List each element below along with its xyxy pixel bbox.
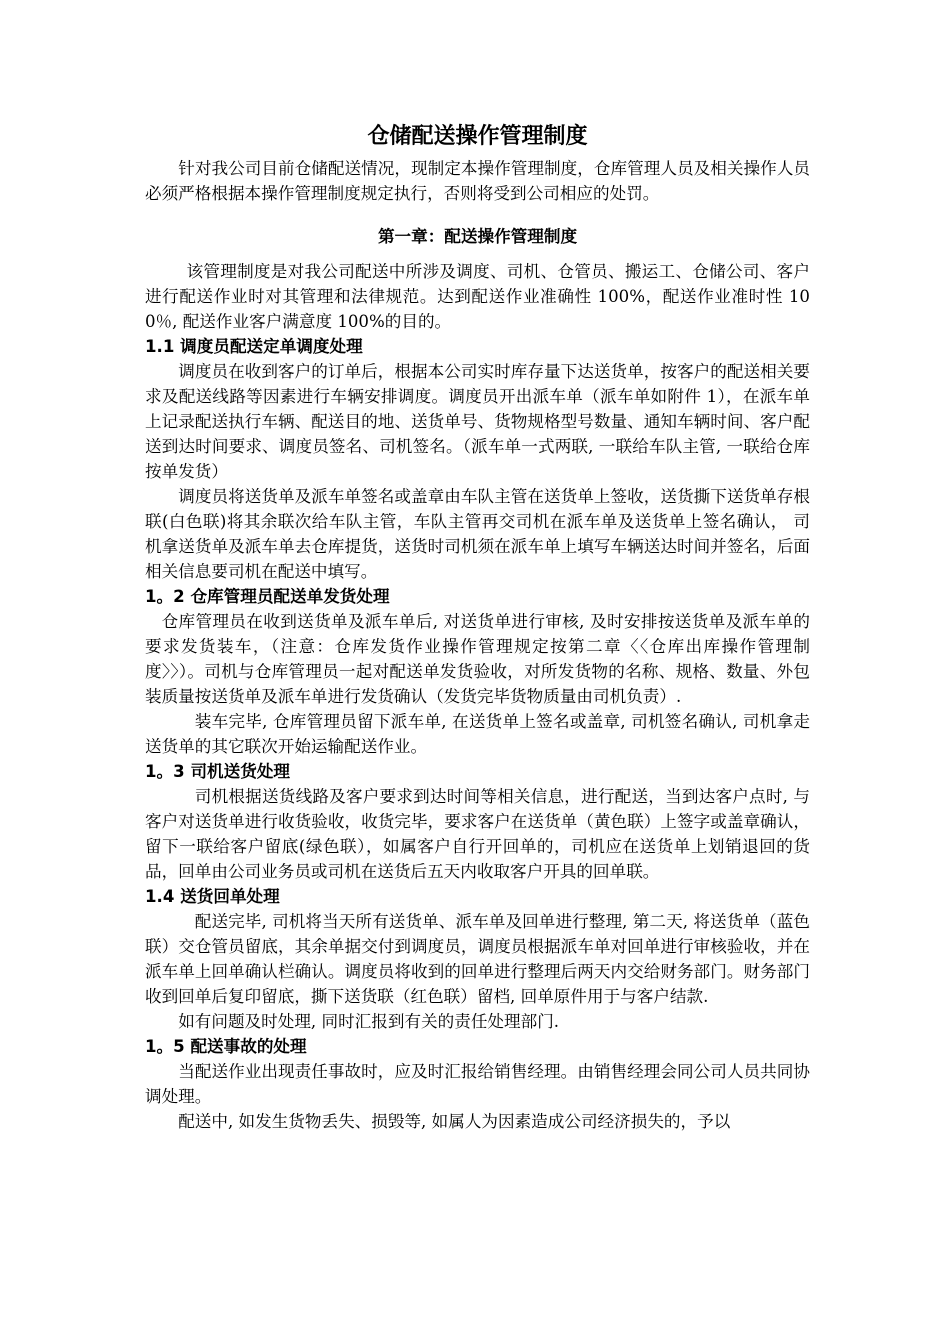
- section-1-2-paragraph-2: 装车完毕, 仓库管理员留下派车单, 在送货单上签名或盖章, 司机签名确认, 司机拿走送货单的其它联次开始运输配送作业。: [145, 712, 810, 756]
- section-1-1-paragraph-2: 调度员将送货单及派车单签名或盖章由车队主管在送货单上签收，送货撕下送货单存根联(白色联)将其余联次给车队主管，车队主管再交司机在派车单及送货单上签名确认， 司机拿送货单及派车单去仓库提货，送货时司机须在派车单上填写车辆送达时间并签名，后面相关信息要司机在配送中填写。: [145, 487, 810, 581]
- section-1-5-paragraph-2: 配送中, 如发生货物丢失、损毁等, 如属人为因素造成公司经济损失的，予以: [178, 1112, 731, 1131]
- intro-paragraph: 针对我公司目前仓储配送情况，现制定本操作管理制度，仓库管理人员及相关操作人员必须严格根据本操作管理制度规定执行，否则将受到公司相应的处罚。: [145, 159, 810, 203]
- section-1-5-paragraph-1: 当配送作业出现责任事故时，应及时汇报给销售经理。由销售经理会同公司人员共同协调处理。: [145, 1062, 810, 1106]
- section-heading-1-3: 1。3 司机送货处理: [145, 762, 291, 781]
- document-title: 仓储配送操作管理制度: [367, 124, 588, 149]
- chapter-heading: 第一章：配送操作管理制度: [377, 227, 578, 246]
- chapter-intro-paragraph: 该管理制度是对我公司配送中所涉及调度、司机、仓管员、搬运工、仓储公司、客户进行配送作业时对其管理和法律规范。达到配送作业准确性 100%，配送作业准时性 100％, 配送作业客户满意度 100%的目的。: [145, 262, 810, 331]
- section-1-1-paragraph-1: 调度员在收到客户的订单后，根据本公司实时库存量下达送货单，按客户的配送相关要求及配送线路等因素进行车辆安排调度。调度员开出派车单（派车单如附件 1），在派车单上记录配送执行车辆、配送目的地、送货单号、货物规格型号数量、通知车辆时间、客户配送到达时间要求、调度员签名、司机签名。（派车单一式两联, 一联给车队主管, 一联给仓库按单发货）: [145, 362, 810, 481]
- section-1-4-paragraph-1: 配送完毕, 司机将当天所有送货单、派车单及回单进行整理, 第二天, 将送货单（蓝色联）交仓管员留底，其余单据交付到调度员，调度员根据派车单对回单进行审核验收，并在派车单上回单确认栏确认。调度员将收到的回单进行整理后两天内交给财务部门。财务部门收到回单后复印留底，撕下送货联（红色联）留档, 回单原件用于与客户结款.: [145, 912, 810, 1006]
- section-heading-1-5: 1。5 配送事故的处理: [145, 1037, 307, 1056]
- section-1-4-paragraph-2: 如有问题及时处理, 同时汇报到有关的责任处理部门.: [178, 1012, 560, 1031]
- section-1-2-paragraph-1: 仓库管理员在收到送货单及派车单后, 对送货单进行审核, 及时安排按送货单及派车单的要求发货装车，（注意：仓库发货作业操作管理规定按第二章〈〈仓库出库操作管理制度〉〉）。司机与仓库管理员一起对配送单发货验收，对所发货物的名称、规格、数量、外包装质量按送货单及派车单进行发货确认（发货完毕货物质量由司机负责）.: [145, 612, 810, 706]
- section-heading-1-4: 1.4 送货回单处理: [145, 887, 280, 906]
- section-heading-1-1: 1.1 调度员配送定单调度处理: [145, 337, 363, 356]
- section-heading-1-2: 1。2 仓库管理员配送单发货处理: [145, 587, 390, 606]
- document-body: [145, 118, 810, 1134]
- section-1-3-paragraph-1: 司机根据送货线路及客户要求到达时间等相关信息，进行配送，当到达客户点时, 与客户对送货单进行收货验收，收货完毕，要求客户在送货单（黄色联）上签字或盖章确认，留下一联给客户留底(绿色联），如属客户自行开回单的，司机应在送货单上划销退回的货品，回单由公司业务员或司机在送货后五天内收取客户开具的回单联。: [145, 787, 810, 881]
